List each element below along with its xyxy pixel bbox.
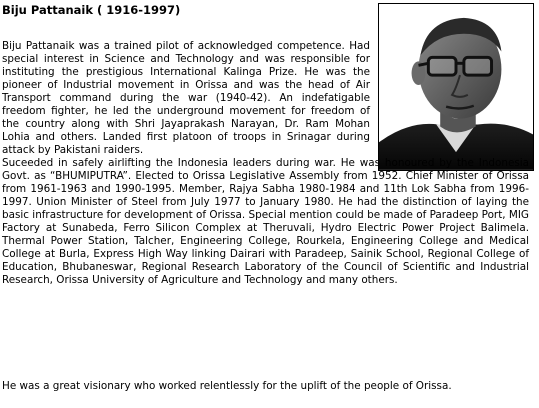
biography-paragraph-2: Suceeded in safely airlifting the Indonesia leaders during war. He was honoured by the Indonesia Govt. as “BHUMIPUTRA”. Elected to Orissa Legislative Assembly from 1952. Chief Minister of Orissa from 1961-1963 and 1990-1995. Member, Rajya Sabha 1980-1984 and 11th Lok Sabha from 1996-1997. Union Minister of Steel from July 1977 to January 1980. He had the distinction of laying the basic infrastructure for development of Orissa. Special mention could be made of Paradeep Port, MIG Factory at Sunabeda, Ferro Silicon Complex at Theruvali, Hydro Electric Power Project Balimela. Thermal Power Station, Talcher, Engineering College, Rourkela, Engineering College and Medical College at Burla, Express High Way linking Dairari with Paradeep, Sainik School, Regional College of Education, Bhubaneswar, Regional Research Laboratory of the Council of Scientific and Industrial Research, Orissa University of Agriculture and Technology and many others.: [2, 157, 529, 286]
biography-text: [2, 40, 529, 287]
biography-paragraph-1: Biju Pattanaik was a trained pilot of acknowledged competence. Had special interest in Science and Technology and was responsible for instituting the prestigious International Kalinga Prize. He was the pioneer of Industrial movement in Orissa and was the head of Air Transport command during the war (1940-42). An indefatigable freedom fighter, he led the underground movement for freedom of the country along with Shri Jayaprakash Narayan, Dr. Ram Mohan Lohia and others. Landed first platoon of troops in Srinagar during attack by Pakistani raiders.: [2, 40, 370, 156]
page-title: Biju Pattanaik ( 1916-1997): [2, 3, 181, 17]
biography-paragraph-3: He was a great visionary who worked relentlessly for the uplift of the people of Orissa.: [2, 380, 452, 392]
